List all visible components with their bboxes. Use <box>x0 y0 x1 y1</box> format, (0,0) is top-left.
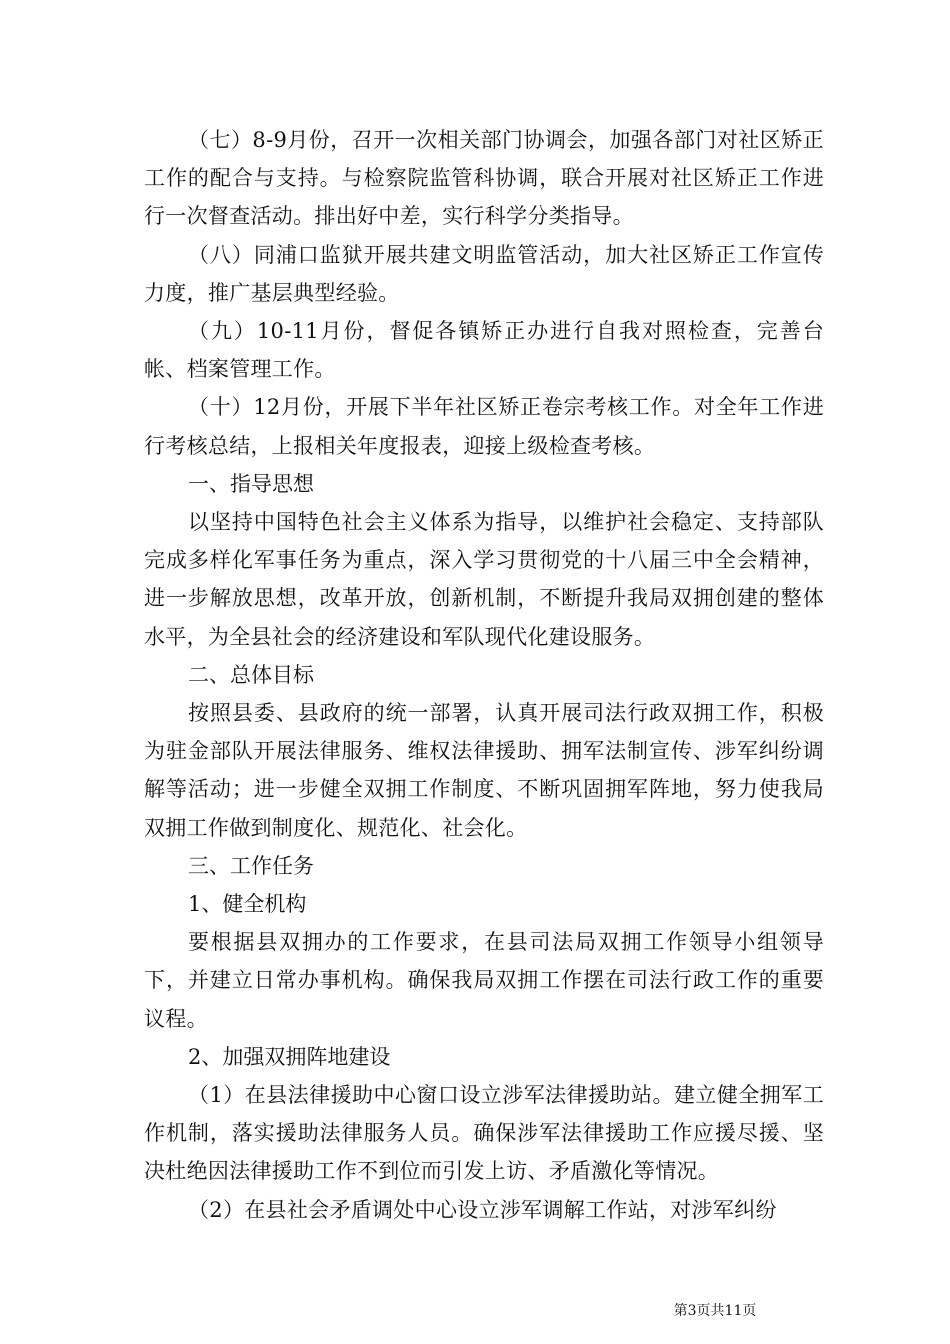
section-heading-work-tasks: 三、工作任务 <box>188 853 314 878</box>
section-heading-overall-goal: 二、总体目标 <box>188 662 314 687</box>
paragraph-overall-goal: 按照县委、县政府的统一部署，认真开展司法行政双拥工作，积极为驻金部队开展法律服务、维权法律援助、拥军法制宣传、涉军纠纷调解等活动；进一步健全双拥工作制度、不断巩固拥军阵地，努力使我局双拥工作做到制度化、规范化、社会化。 <box>144 701 824 840</box>
paragraph-guiding-thought: 以坚持中国特色社会主义体系为指导，以维护社会稳定、支持部队完成多样化军事任务为重点，深入学习贯彻党的十八届三中全会精神，进一步解放思想，改革开放，创新机制，不断提升我局双拥创建的整体水平，为全县社会的经济建设和军队现代化建设服务。 <box>144 510 824 649</box>
paragraph-item-9: （九）10-11月份，督促各镇矫正办进行自我对照检查，完善台帐、档案管理工作。 <box>144 319 824 382</box>
paragraph-item-8: （八）同浦口监狱开展共建文明监管活动，加大社区矫正工作宣传力度，推广基层典型经验。 <box>144 242 824 305</box>
subheading-strengthen-base: 2、加强双拥阵地建设 <box>188 1044 391 1069</box>
document-body <box>144 121 824 1229</box>
paragraph-improve-organization: 要根据县双拥办的工作要求，在县司法局双拥工作领导小组领导下，并建立日常办事机构。确保我局双拥工作摆在司法行政工作的重要议程。 <box>144 930 824 1031</box>
section-heading-guiding-thought: 一、指导思想 <box>188 471 314 496</box>
page-number-footer: 第3页共11页 <box>673 1303 757 1319</box>
paragraph-mediation-station: （2）在县社会矛盾调处中心设立涉军调解工作站，对涉军纠纷 <box>188 1197 777 1222</box>
subheading-improve-organization: 1、健全机构 <box>188 892 307 917</box>
paragraph-item-10: （十）12月份，开展下半年社区矫正卷宗考核工作。对全年工作进行考核总结，上报相关年度报表，迎接上级检查考核。 <box>144 395 824 458</box>
paragraph-legal-aid-station: （1）在县法律援助中心窗口设立涉军法律援助站。建立健全拥军工作机制，落实援助法律服务人员。确保涉军法律援助工作应援尽援、坚决杜绝因法律援助工作不到位而引发上访、矛盾激化等情况。 <box>144 1083 824 1184</box>
paragraph-item-7: （七）8-9月份，召开一次相关部门协调会，加强各部门对社区矫正工作的配合与支持。与检察院监管科协调，联合开展对社区矫正工作进行一次督查活动。排出好中差，实行科学分类指导。 <box>144 128 824 229</box>
